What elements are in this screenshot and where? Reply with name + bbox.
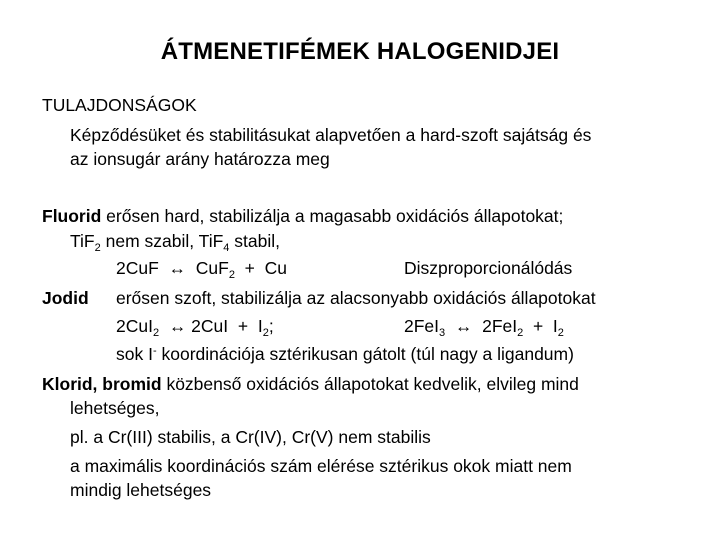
cuf2-subscript: 2 bbox=[228, 269, 235, 281]
fluorid-text: erősen hard, stabilizálja a magasabb oxidációs állapotokat; bbox=[101, 206, 564, 226]
fluorid-label: Fluorid bbox=[42, 206, 102, 226]
fluorid-tif-line bbox=[70, 230, 280, 252]
sok-i-text: sok I bbox=[116, 344, 153, 364]
fei3-subscript: 3 bbox=[439, 327, 446, 339]
klorid-line-2: lehetséges, bbox=[70, 398, 160, 418]
jodid-label-text: Jodid bbox=[42, 288, 89, 308]
klorid-line-5: mindig lehetséges bbox=[70, 480, 212, 500]
fei-eq-mid: ↔ 2FeI bbox=[445, 316, 518, 336]
page-title: ÁTMENETIFÉMEK HALOGENIDJEI bbox=[160, 38, 560, 65]
fei-eq-right: + I bbox=[523, 316, 558, 336]
iodide-coordination-line bbox=[116, 343, 574, 365]
klorid-label: Klorid, bromid bbox=[42, 374, 162, 394]
cuf-equation bbox=[116, 257, 287, 279]
jodid-text: erősen szoft, stabilizálja az alacsonyabb oxidációs állapotokat bbox=[116, 288, 596, 308]
fei-equation bbox=[404, 315, 564, 337]
tif-text: nem szabil, TiF bbox=[100, 231, 224, 251]
iodide-charge: - bbox=[152, 345, 157, 357]
fluorid-line bbox=[42, 205, 563, 227]
i2-subscript: 2 bbox=[262, 327, 269, 339]
klorid-text: közbenső oxidációs állapotokat kedvelik, elvileg mind bbox=[161, 374, 579, 394]
fei2-subscript: 2 bbox=[517, 327, 524, 339]
properties-line-1: Képződésüket és stabilitásukat alapvetően a hard-szoft sajátság és bbox=[70, 125, 592, 145]
cui2-formula: 2CuI bbox=[116, 316, 153, 336]
fei-i2-subscript: 2 bbox=[557, 327, 564, 339]
jodid-label bbox=[42, 287, 89, 309]
cui-equation bbox=[116, 315, 274, 337]
tif4-text: stabil, bbox=[229, 231, 280, 251]
cui2-subscript: 2 bbox=[152, 327, 160, 339]
tif2-formula: TiF bbox=[70, 231, 95, 251]
disproportionation-note: Diszproporcionálódás bbox=[404, 258, 573, 278]
klorid-line-4: a maximális koordinációs szám elérése sztérikus okok miatt nem bbox=[70, 456, 572, 476]
cui-eq-end: ; bbox=[268, 316, 274, 336]
sok-rest-text: koordinációja sztérikusan gátolt (túl nagy a ligandum) bbox=[156, 344, 574, 364]
tif2-subscript: 2 bbox=[94, 242, 101, 254]
tif4-subscript: 4 bbox=[223, 242, 230, 254]
cui-eq-right: ↔ 2CuI + I bbox=[159, 316, 263, 336]
klorid-line-3: pl. a Cr(III) stabilis, a Cr(IV), Cr(V) nem stabilis bbox=[70, 427, 431, 447]
properties-line-2: az ionsugár arány határozza meg bbox=[70, 149, 330, 169]
cuf-eq-left: 2CuF ↔ CuF bbox=[116, 258, 229, 278]
cuf-eq-right: + Cu bbox=[234, 258, 287, 278]
fei3-formula: 2FeI bbox=[404, 316, 440, 336]
properties-heading: TULAJDONSÁGOK bbox=[42, 95, 197, 115]
klorid-line bbox=[42, 373, 579, 395]
